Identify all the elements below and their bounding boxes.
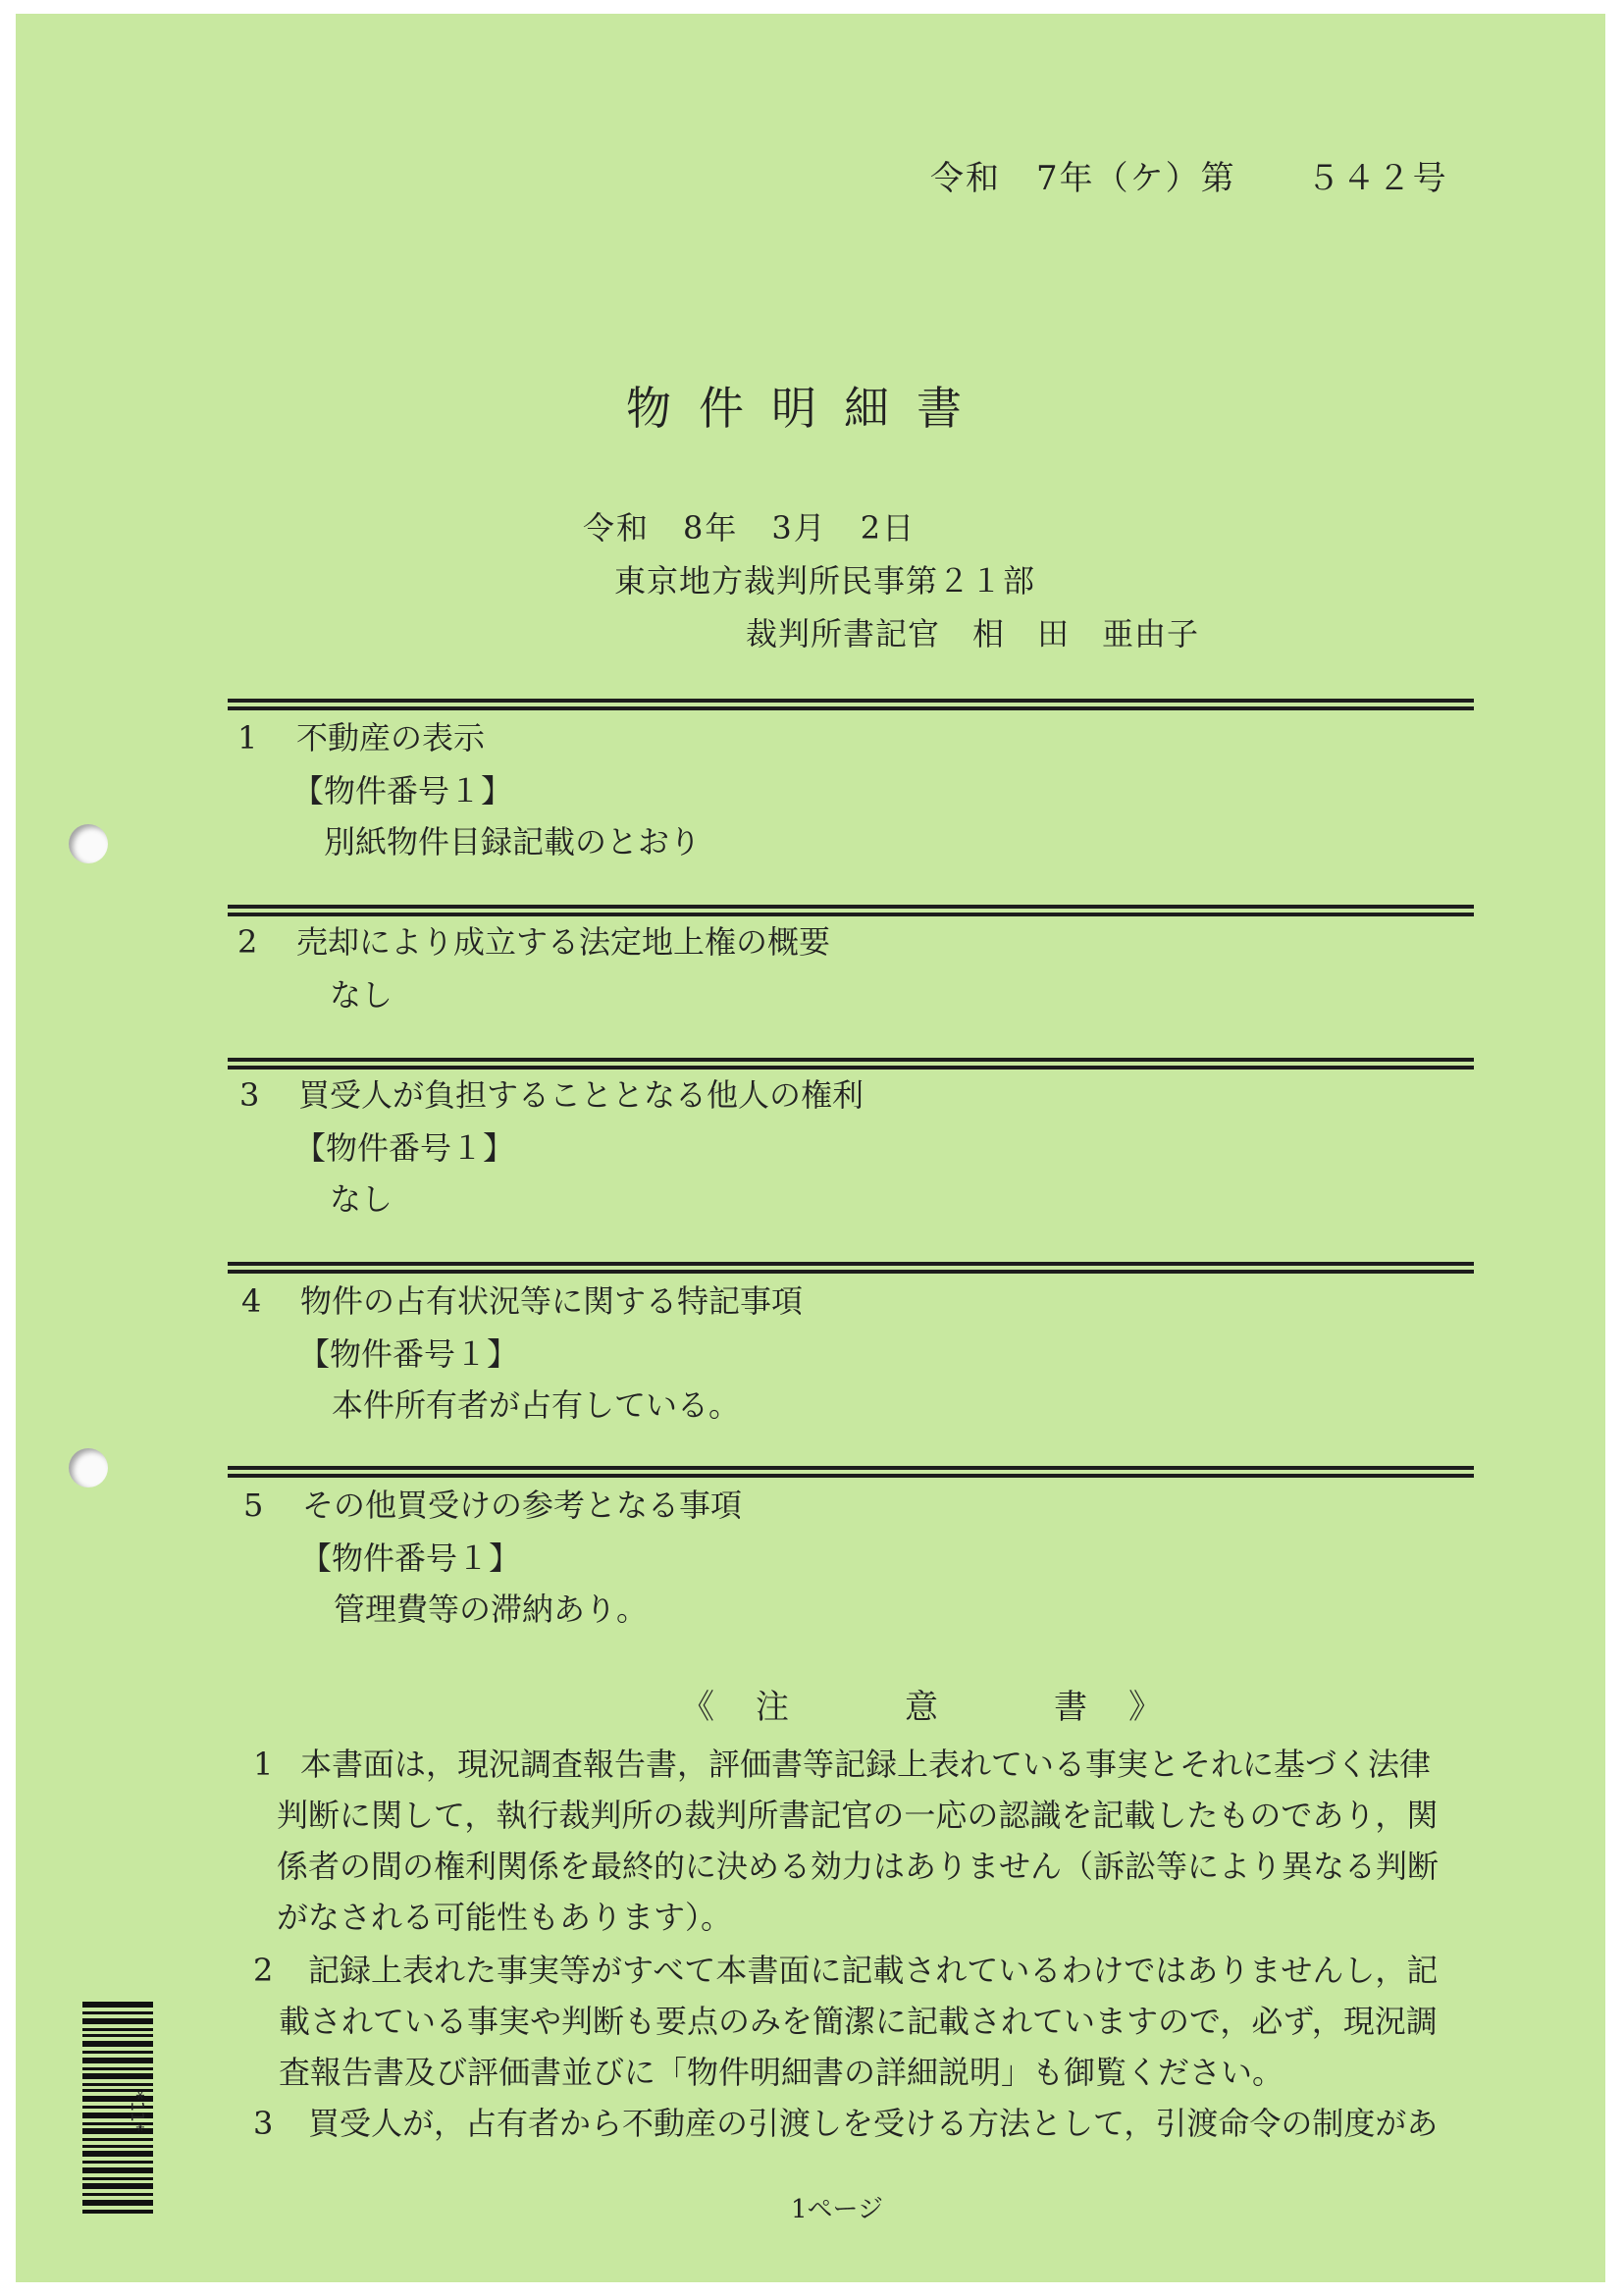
punch-hole-top bbox=[69, 824, 108, 863]
notice-line: 係者の間の権利関係を最終的に決める効力はありません（訴訟等により異なる判断 bbox=[277, 1848, 1440, 1885]
section-title: 売却により成立する法定地上権の概要 bbox=[296, 923, 831, 961]
notice-line: 載されている事実や判断も要点のみを簡潔に記載されていますので，必ず，現況調 bbox=[279, 2003, 1438, 2040]
notice-line: 買受人が，占有者から不動産の引渡しを受ける方法として，引渡命令の制度があ bbox=[308, 2105, 1439, 2142]
section-number: 2 bbox=[237, 923, 258, 961]
section-heading bbox=[237, 718, 485, 757]
punch-hole-bottom bbox=[69, 1448, 108, 1487]
section-number: 5 bbox=[243, 1487, 264, 1524]
document-sheet bbox=[16, 14, 1605, 2282]
section-line: 管理費等の滞納あり。 bbox=[302, 1591, 649, 1628]
section-line: 【物件番号１】 bbox=[298, 1335, 519, 1373]
section-line: 本件所有者が占有している。 bbox=[300, 1386, 741, 1424]
page-number: 1ページ bbox=[791, 2195, 884, 2224]
notice-item-number: 1 bbox=[253, 1746, 274, 1783]
notice-line: 判断に関して，執行裁判所の裁判所書記官の一応の認識を記載したものであり，関 bbox=[277, 1797, 1439, 1834]
section-line: 別紙物件目録記載のとおり bbox=[292, 823, 702, 861]
section-title: 不動産の表示 bbox=[296, 719, 486, 757]
notice-item-number: 2 bbox=[253, 1952, 274, 1989]
section-line: なし bbox=[298, 1180, 393, 1218]
section-line: 【物件番号１】 bbox=[294, 1129, 515, 1167]
section-line: なし bbox=[298, 976, 393, 1014]
section-divider bbox=[228, 905, 1474, 916]
notice-line: 査報告書及び評価書並びに「物件明細書の詳細説明」も御覧ください。 bbox=[279, 2054, 1284, 2091]
section-number: 1 bbox=[237, 719, 258, 757]
section-divider bbox=[228, 1466, 1474, 1478]
section-title: 物件の占有状況等に関する特記事項 bbox=[300, 1282, 804, 1320]
notice-line: 本書面は，現況調査報告書，評価書等記録上表れている事実とそれに基づく法律 bbox=[300, 1746, 1432, 1783]
section-line: 【物件番号１】 bbox=[300, 1539, 521, 1577]
notice-line: 記録上表れた事実等がすべて本書面に記載されているわけではありませんし，記 bbox=[308, 1952, 1439, 1989]
section-divider bbox=[228, 1058, 1474, 1070]
section-heading bbox=[241, 1281, 803, 1321]
section-line: 【物件番号１】 bbox=[292, 772, 513, 809]
court-name: 東京地方裁判所民事第２１部 bbox=[614, 562, 1036, 600]
case-number: 令和 7年（ケ）第 ５４２号 bbox=[930, 159, 1448, 198]
notice-item-number: 3 bbox=[253, 2105, 274, 2142]
notice-line: がなされる可能性もあります）。 bbox=[277, 1899, 733, 1936]
clerk-name: 裁判所書記官 相 田 亜由子 bbox=[746, 615, 1200, 652]
issue-date: 令和 8年 3月 2日 bbox=[583, 509, 917, 547]
notice-heading: 《 注 意 書 》 bbox=[681, 1688, 1166, 1727]
document-title: 物件明細書 bbox=[626, 382, 989, 435]
section-number: 4 bbox=[241, 1282, 262, 1320]
section-heading bbox=[237, 922, 830, 962]
section-heading bbox=[243, 1486, 742, 1525]
section-number: 3 bbox=[239, 1076, 260, 1114]
section-title: 買受人が負担することとなる他人の権利 bbox=[298, 1076, 864, 1114]
section-title: その他買受けの参考となる事項 bbox=[302, 1487, 743, 1524]
section-divider bbox=[228, 1262, 1474, 1274]
barcode-label: *11* bbox=[127, 2090, 147, 2133]
section-divider bbox=[228, 699, 1474, 710]
section-heading bbox=[239, 1075, 864, 1115]
